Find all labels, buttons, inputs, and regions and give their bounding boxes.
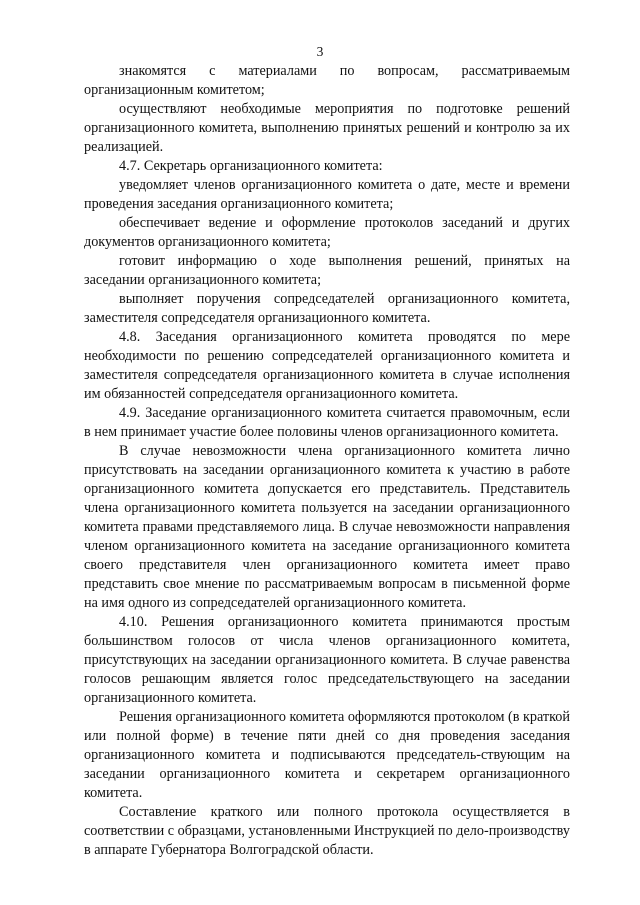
paragraph-section-4-8: 4.8. Заседания организационного комитета проводятся по мере необходимости по решению сопредседателей организационного комитета и заместителя сопредседателя организационного комитета в случае исполнения им обязанностей сопредседателя организационного комитета. [84, 329, 570, 402]
paragraph-section-4-7-heading: 4.7. Секретарь организационного комитета: [119, 158, 383, 174]
document-body [84, 62, 570, 860]
paragraph-section-4-10: 4.10. Решения организационного комитета принимаются простым большинством голосов от числа членов организационного комитета, присутствующих на заседании организационного комитета. В случае равенства голосов решающим является голос председательствующего на заседании организационного комитета. [84, 614, 570, 706]
paragraph-oc-members-prepare-decisions: осуществляют необходимые мероприятия по подготовке решений организационного комитета, выполнению принятых решений и контролю за их реализацией. [84, 101, 570, 155]
paragraph-decisions-protocol: Решения организационного комитета оформляются протоколом (в краткой или полной форме) в течение пяти дней со дня проведения заседания организационного комитета и подписываются председатель-ствующим на заседании организационного комитета и секретарем организационного комитета. [84, 709, 570, 801]
paragraph-secretary-notifies: уведомляет членов организационного комитета о дате, месте и времени проведения заседания организационного комитета; [84, 177, 570, 212]
paragraph-secretary-executes-orders: выполняет поручения сопредседателей организационного комитета, заместителя сопредседателя организационного комитета. [84, 291, 570, 326]
paragraph-protocol-instruction: Составление краткого или полного протокола осуществляется в соответствии с образцами, установленными Инструкцией по дело-производству в аппарате Губернатора Волгоградской области. [84, 804, 570, 858]
paragraph-secretary-prepares-info: готовит информацию о ходе выполнения решений, принятых на заседании организационного комитета; [84, 253, 570, 288]
paragraph-member-representative: В случае невозможности члена организационного комитета лично присутствовать на заседании организационного комитета к участию в работе организационного комитета допускается его представитель. Представитель члена организационного комитета пользуется на заседании организационного комитета правами представляемого лица. В случае невозможности направления членом организационного комитета на заседание организационного комитета своего представителя член организационного комитета имеет право представить свое мнение по рассматриваемым вопросам в письменной форме на имя одного из сопредседателей организационного комитета. [84, 443, 570, 611]
paragraph-oc-members-review-materials: знакомятся с материалами по вопросам, рассматриваемым организационным комитетом; [84, 63, 570, 98]
page-number: 3 [316, 44, 324, 59]
paragraph-section-4-9: 4.9. Заседание организационного комитета считается правомочным, если в нем принимает участие более половины членов организационного комитета. [84, 405, 570, 440]
paragraph-secretary-keeps-minutes: обеспечивает ведение и оформление протоколов заседаний и других документов организационного комитета; [84, 215, 570, 250]
